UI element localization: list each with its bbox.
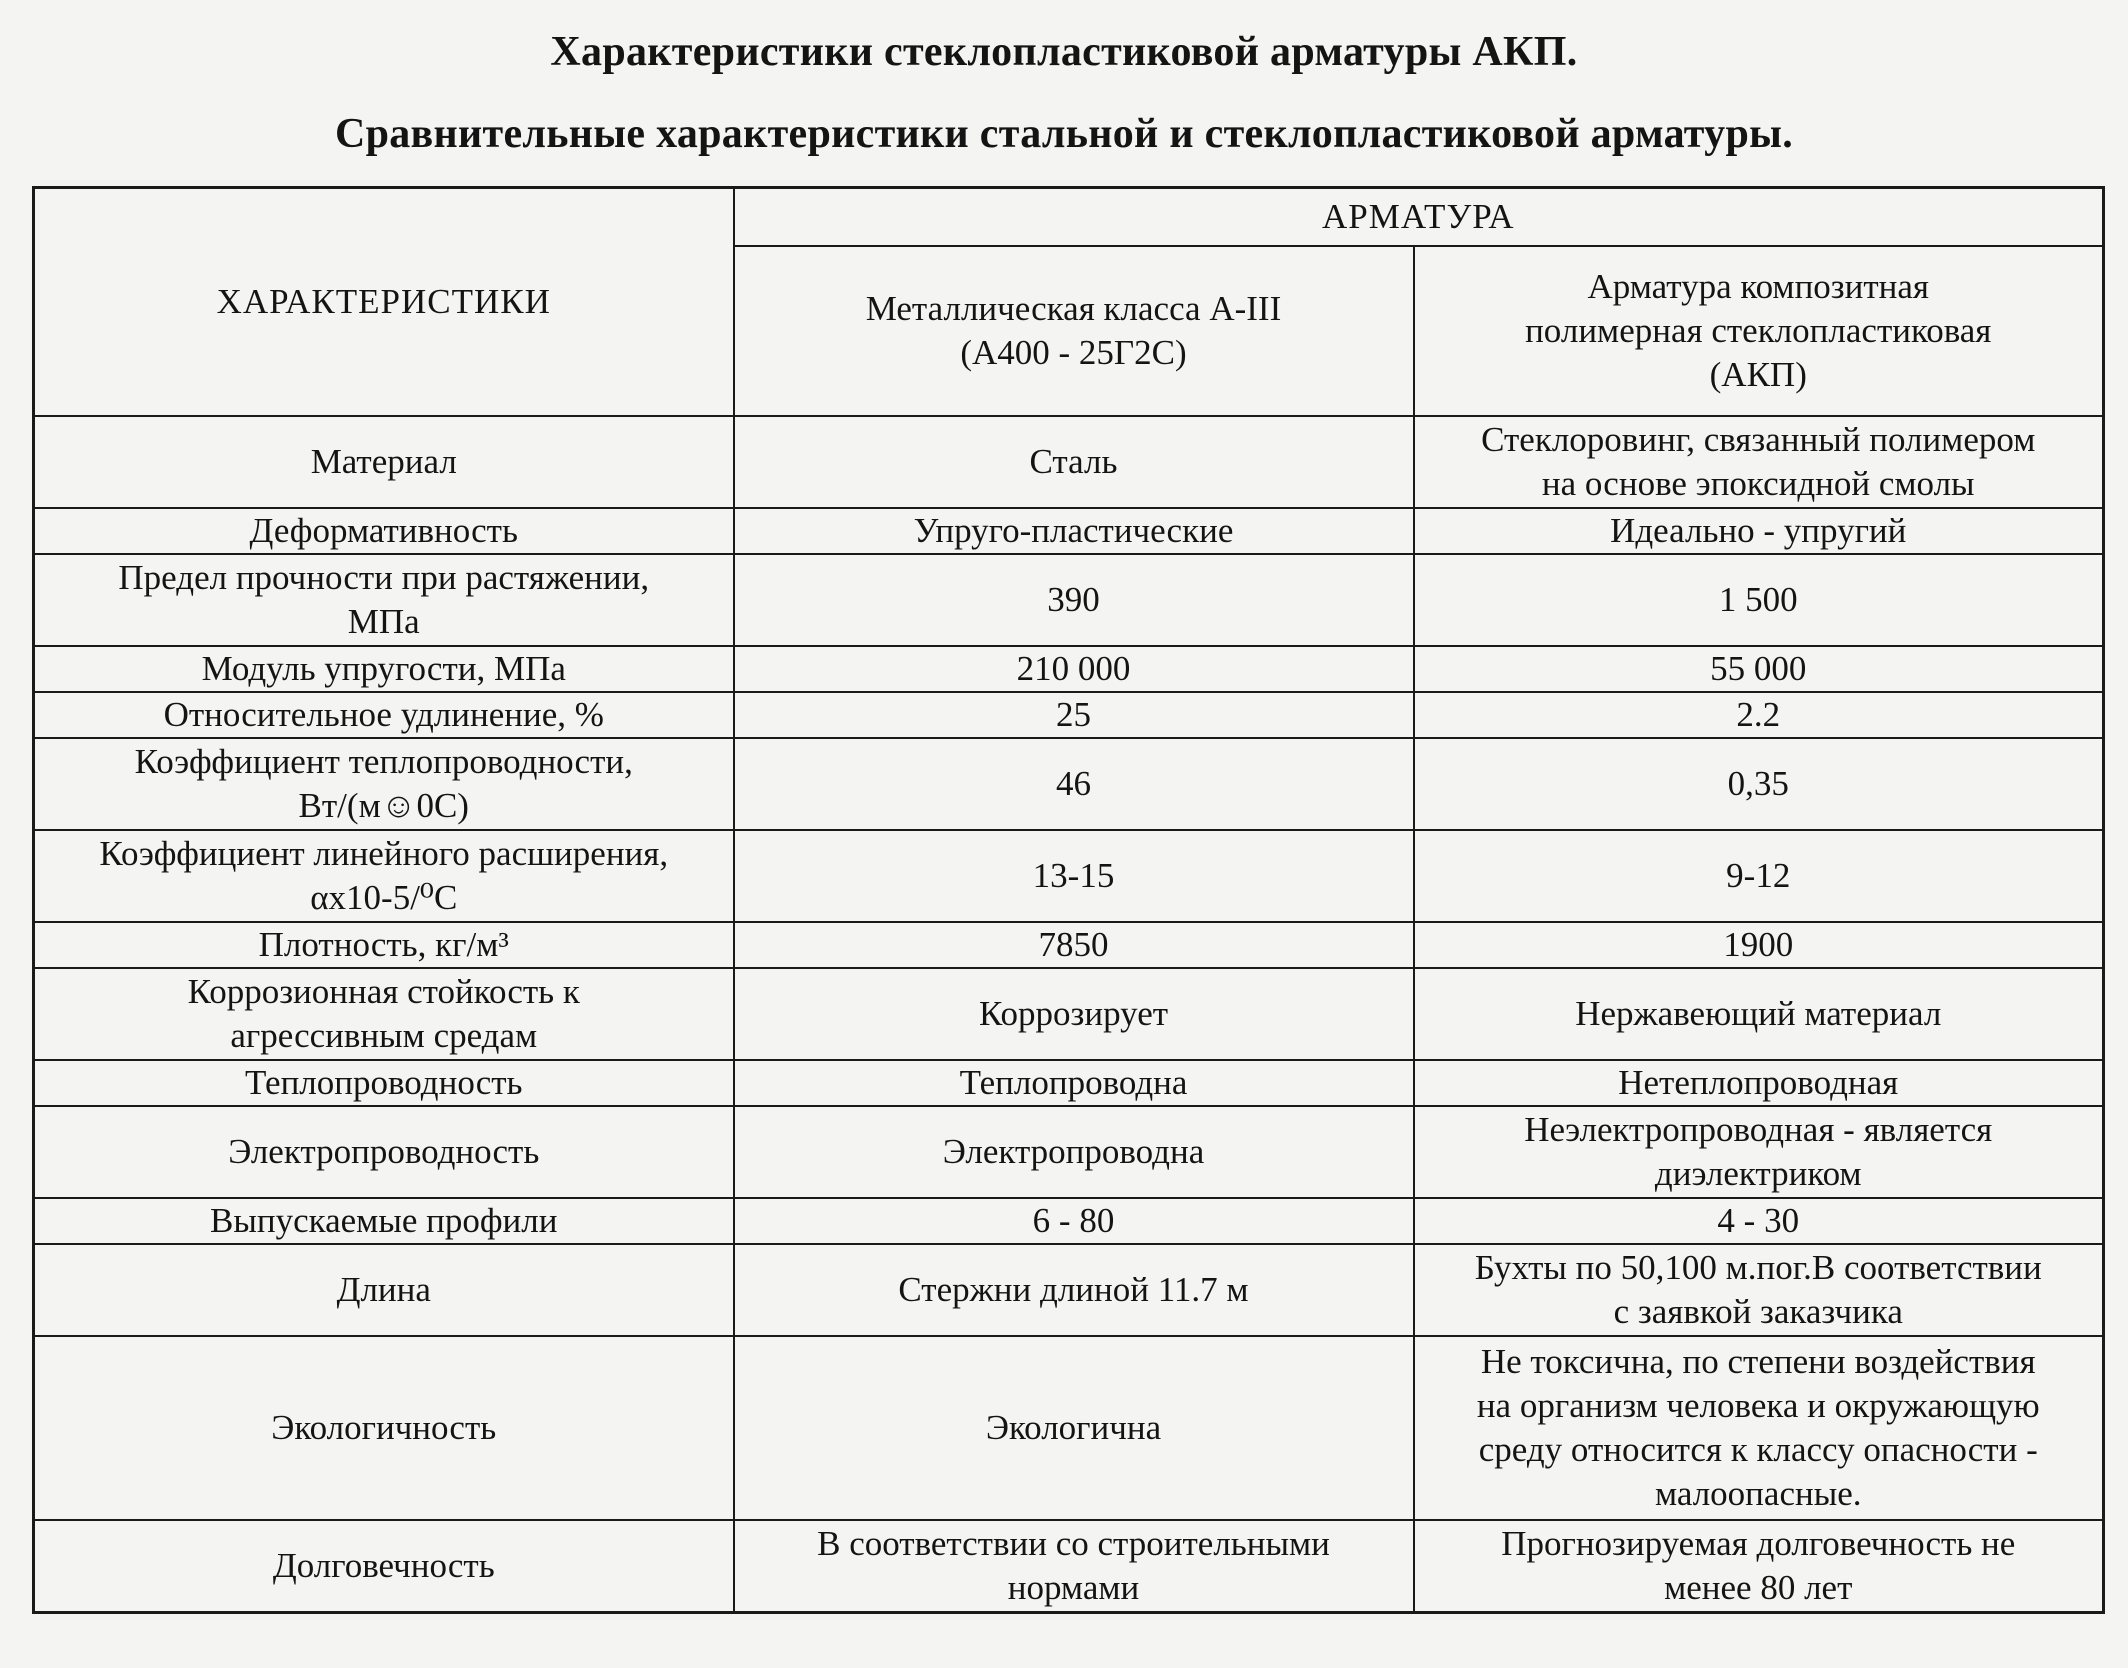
comparison-table — [32, 186, 2105, 1614]
row-name: Материал — [34, 416, 734, 508]
row-composite-value: 55 000 — [1414, 646, 2104, 692]
table-row — [34, 1106, 2104, 1198]
table-row — [34, 830, 2104, 922]
row-composite-value: Нетеплопроводная — [1414, 1060, 2104, 1106]
row-metal-value: 13-15 — [734, 830, 1414, 922]
row-metal-value: Упруго-пластические — [734, 508, 1414, 554]
row-composite-value: Стеклоровинг, связанный полимером на основе эпоксидной смолы — [1414, 416, 2104, 508]
row-metal-value: Коррозирует — [734, 968, 1414, 1060]
document-subtitle: Сравнительные характеристики стальной и стеклопластиковой арматуры. — [334, 111, 1794, 157]
row-metal-value: 25 — [734, 692, 1414, 738]
row-metal-value: Экологична — [734, 1336, 1414, 1520]
table-row — [34, 416, 2104, 508]
row-composite-value: Нержавеющий материал — [1414, 968, 2104, 1060]
row-metal-value: 6 - 80 — [734, 1198, 1414, 1244]
row-composite-value: 1900 — [1414, 922, 2104, 968]
row-metal-value: Электропроводна — [734, 1106, 1414, 1198]
table-row — [34, 1198, 2104, 1244]
table-row — [34, 692, 2104, 738]
row-composite-value: 9-12 — [1414, 830, 2104, 922]
row-name: Выпускаемые профили — [34, 1198, 734, 1244]
table-row — [34, 1336, 2104, 1520]
row-metal-value: 7850 — [734, 922, 1414, 968]
row-metal-value: В соответствии со строительными нормами — [734, 1520, 1414, 1612]
row-name: Коррозионная стойкость к агрессивным средам — [34, 968, 734, 1060]
row-metal-value: Теплопроводна — [734, 1060, 1414, 1106]
table-row — [34, 922, 2104, 968]
row-composite-value: 1 500 — [1414, 554, 2104, 646]
row-composite-value: 2.2 — [1414, 692, 2104, 738]
row-metal-value: Сталь — [734, 416, 1414, 508]
row-name: Коэффициент теплопроводности, Вт/(м☺0С) — [34, 738, 734, 830]
row-name: Теплопроводность — [34, 1060, 734, 1106]
table-row — [34, 646, 2104, 692]
table-row — [34, 508, 2104, 554]
table-row — [34, 738, 2104, 830]
document-title: Характеристики стеклопластиковой арматуры АКП. — [550, 29, 1578, 75]
row-name: Относительное удлинение, % — [34, 692, 734, 738]
table-row — [34, 1244, 2104, 1336]
table-row — [34, 1060, 2104, 1106]
row-composite-value: 0,35 — [1414, 738, 2104, 830]
table-row — [34, 554, 2104, 646]
row-name: Модуль упругости, МПа — [34, 646, 734, 692]
row-name: Электропроводность — [34, 1106, 734, 1198]
row-composite-value: Не токсична, по степени воздействия на организм человека и окружающую среду относится к классу опасности - малоопасные. — [1414, 1336, 2104, 1520]
row-name: Долговечность — [34, 1520, 734, 1612]
row-name: Деформативность — [34, 508, 734, 554]
row-metal-value: Стержни длиной 11.7 м — [734, 1244, 1414, 1336]
header-composite: Арматура композитная полимерная стеклопластиковая (АКП) — [1414, 246, 2104, 416]
row-composite-value: Бухты по 50,100 м.пог.В соответствии с заявкой заказчика — [1414, 1244, 2104, 1336]
header-row-group — [34, 188, 2104, 247]
table-row — [34, 1520, 2104, 1612]
row-name: Коэффициент линейного расширения, αх10-5/⁰С — [34, 830, 734, 922]
header-reinforcement: АРМАТУРА — [734, 188, 2104, 247]
row-metal-value: 46 — [734, 738, 1414, 830]
row-name: Предел прочности при растяжении, МПа — [34, 554, 734, 646]
row-metal-value: 390 — [734, 554, 1414, 646]
row-composite-value: Прогнозируемая долговечность не менее 80 лет — [1414, 1520, 2104, 1612]
row-name: Длина — [34, 1244, 734, 1336]
header-characteristics: ХАРАКТЕРИСТИКИ — [34, 188, 734, 417]
header-metal: Металлическая класса А-III (А400 - 25Г2С) — [734, 246, 1414, 416]
row-composite-value: 4 - 30 — [1414, 1198, 2104, 1244]
table-row — [34, 968, 2104, 1060]
row-name: Экологичность — [34, 1336, 734, 1520]
row-metal-value: 210 000 — [734, 646, 1414, 692]
row-composite-value: Идеально - упругий — [1414, 508, 2104, 554]
row-name: Плотность, кг/м³ — [34, 922, 734, 968]
row-composite-value: Неэлектропроводная - является диэлектриком — [1414, 1106, 2104, 1198]
